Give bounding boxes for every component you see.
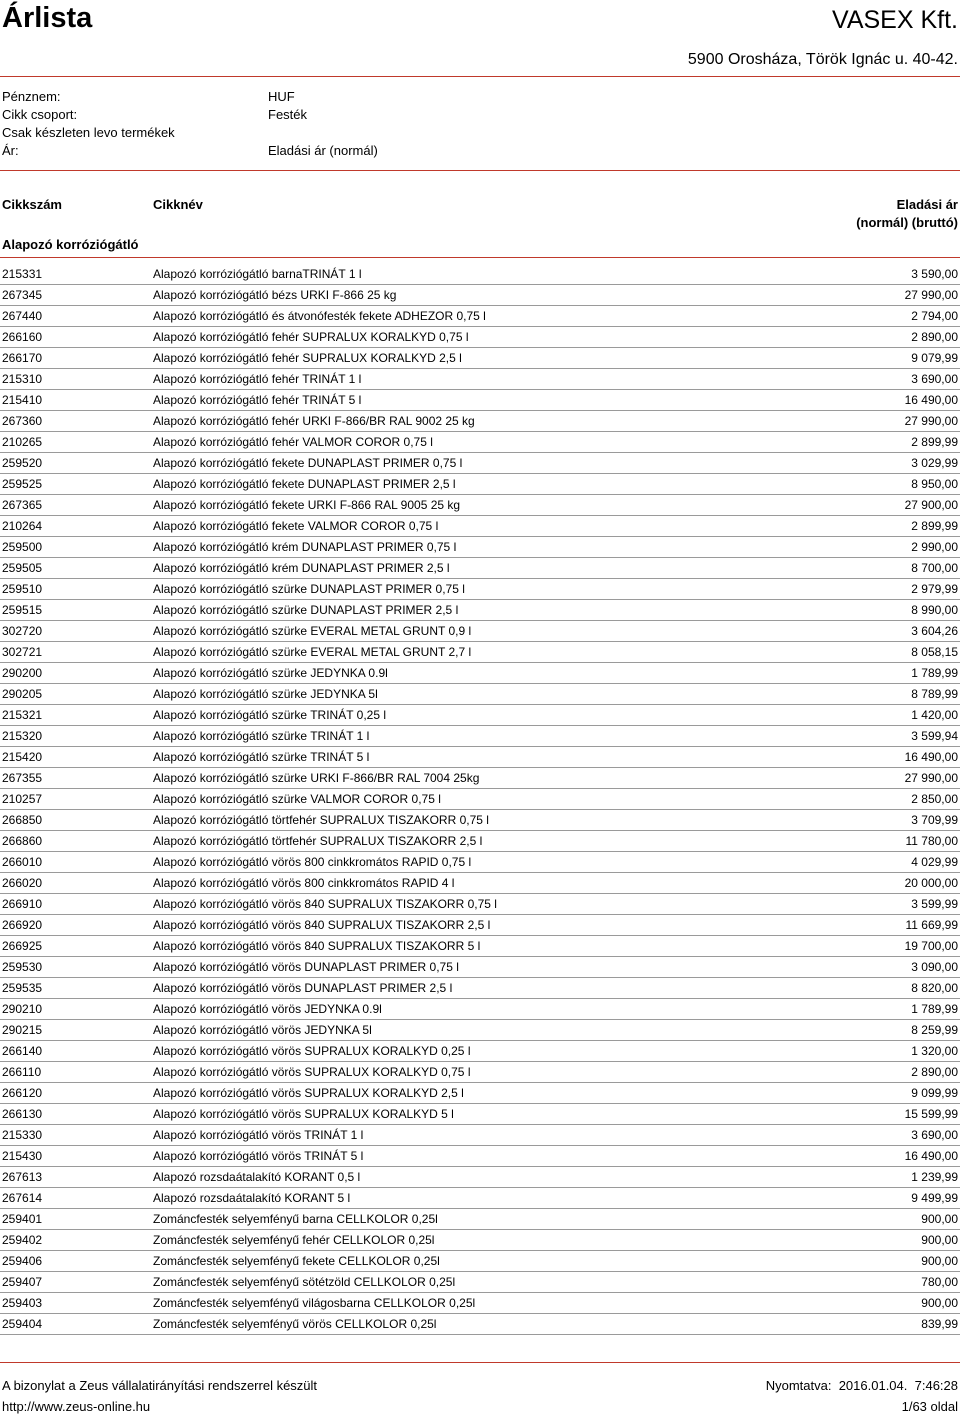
item-price: 27 900,00 xyxy=(904,498,958,512)
item-name: Alapozó korróziógátló szürke TRINÁT 0,25 l xyxy=(153,708,386,722)
item-price: 8 700,00 xyxy=(911,561,958,575)
item-code: 210264 xyxy=(2,519,43,533)
item-code: 215420 xyxy=(2,750,43,764)
item-price: 2 850,00 xyxy=(911,792,958,806)
item-price: 8 950,00 xyxy=(911,477,958,491)
item-code: 302721 xyxy=(2,645,43,659)
table-row xyxy=(0,1146,960,1167)
item-code: 266170 xyxy=(2,351,43,365)
item-name: Alapozó korróziógátló vörös 840 SUPRALUX TISZAKORR 5 l xyxy=(153,939,481,953)
table-row xyxy=(0,1041,960,1062)
header-divider xyxy=(0,76,960,77)
column-header-name: Cikknév xyxy=(153,197,203,212)
table-row xyxy=(0,264,960,285)
param-value: HUF xyxy=(268,89,295,104)
company-address: 5900 Orosháza, Török Ignác u. 40-42. xyxy=(687,51,958,68)
item-code: 215310 xyxy=(2,372,43,386)
item-name: Alapozó korróziógátló szürke URKI F-866/BR RAL 7004 25kg xyxy=(153,771,480,785)
table-row xyxy=(0,474,960,495)
item-code: 266860 xyxy=(2,834,43,848)
item-name: Alapozó korróziógátló szürke JEDYNKA 0.9l xyxy=(153,666,388,680)
item-name: Alapozó korróziógátló szürke TRINÁT 5 l xyxy=(153,750,370,764)
item-name: Alapozó korróziógátló szürke DUNAPLAST PRIMER 2,5 l xyxy=(153,603,459,617)
item-name: Alapozó korróziógátló vörös SUPRALUX KORALKYD 5 l xyxy=(153,1107,454,1121)
table-row xyxy=(0,789,960,810)
table-row xyxy=(0,621,960,642)
table-row xyxy=(0,600,960,621)
item-price: 1 789,99 xyxy=(911,1002,958,1016)
item-price: 8 820,00 xyxy=(911,981,958,995)
item-code: 266925 xyxy=(2,939,43,953)
item-price: 900,00 xyxy=(921,1212,958,1226)
item-code: 215331 xyxy=(2,267,43,281)
footer-note: A bizonylat a Zeus vállalatirányítási rendszerrel készült xyxy=(2,1378,318,1393)
item-name: Alapozó korróziógátló vörös SUPRALUX KORALKYD 2,5 l xyxy=(153,1086,464,1100)
item-name: Alapozó korróziógátló fehér SUPRALUX KORALKYD 0,75 l xyxy=(153,330,469,344)
item-price: 3 590,00 xyxy=(911,267,958,281)
item-price: 19 700,00 xyxy=(904,939,958,953)
table-row xyxy=(0,957,960,978)
item-code: 259404 xyxy=(2,1317,43,1331)
item-price: 27 990,00 xyxy=(904,288,958,302)
table-row xyxy=(0,663,960,684)
item-name: Alapozó korróziógátló fekete URKI F-866 RAL 9005 25 kg xyxy=(153,498,461,512)
item-name: Alapozó korróziógátló törtfehér SUPRALUX TISZAKORR 2,5 l xyxy=(153,834,483,848)
table-row xyxy=(0,432,960,453)
page-title: Árlista xyxy=(2,2,93,34)
item-name: Alapozó korróziógátló fehér TRINÁT 1 l xyxy=(153,372,362,386)
item-price: 8 259,99 xyxy=(911,1023,958,1037)
table-row xyxy=(0,1251,960,1272)
item-price: 9 079,99 xyxy=(911,351,958,365)
group-divider xyxy=(0,257,960,258)
item-price: 2 979,99 xyxy=(911,582,958,596)
print-info xyxy=(766,1378,958,1394)
group-title: Alapozó korróziógátló xyxy=(2,237,139,252)
item-name: Zománcfesték selyemfényű vörös CELLKOLOR 0,25l xyxy=(153,1317,437,1331)
item-price: 2 890,00 xyxy=(911,330,958,344)
print-label: Nyomtatva: xyxy=(765,1378,832,1393)
item-price: 3 029,99 xyxy=(911,456,958,470)
item-price: 16 490,00 xyxy=(904,750,958,764)
column-header-price xyxy=(856,196,958,232)
item-name: Alapozó rozsdaátalakító KORANT 0,5 l xyxy=(153,1170,361,1184)
print-date: 2016.01.04. xyxy=(838,1378,908,1393)
table-row xyxy=(0,852,960,873)
item-price: 3 709,99 xyxy=(911,813,958,827)
item-code: 259402 xyxy=(2,1233,43,1247)
item-code: 215320 xyxy=(2,729,43,743)
table-row xyxy=(0,1083,960,1104)
table-row xyxy=(0,558,960,579)
item-name: Alapozó korróziógátló vörös DUNAPLAST PRIMER 2,5 l xyxy=(153,981,453,995)
item-name: Alapozó korróziógátló vörös 840 SUPRALUX TISZAKORR 0,75 l xyxy=(153,897,497,911)
item-name: Alapozó korróziógátló fehér VALMOR COROR 0,75 l xyxy=(153,435,433,449)
param-value: Festék xyxy=(268,107,308,122)
item-price: 1 789,99 xyxy=(911,666,958,680)
item-code: 259535 xyxy=(2,981,43,995)
table-row xyxy=(0,936,960,957)
item-code: 259401 xyxy=(2,1212,43,1226)
item-price: 2 990,00 xyxy=(911,540,958,554)
item-code: 215430 xyxy=(2,1149,43,1163)
item-name: Alapozó korróziógátló fehér URKI F-866/BR RAL 9002 25 kg xyxy=(153,414,475,428)
item-name: Alapozó korróziógátló krém DUNAPLAST PRIMER 0,75 l xyxy=(153,540,457,554)
item-price: 3 690,00 xyxy=(911,372,958,386)
item-code: 259525 xyxy=(2,477,43,491)
table-row xyxy=(0,1125,960,1146)
item-name: Alapozó korróziógátló szürke VALMOR COROR 0,75 l xyxy=(153,792,441,806)
price-list-rows xyxy=(0,264,960,1335)
item-code: 267440 xyxy=(2,309,43,323)
column-header-price-line1: Eladási ár xyxy=(896,197,958,212)
table-row xyxy=(0,306,960,327)
item-price: 8 990,00 xyxy=(911,603,958,617)
table-row xyxy=(0,1062,960,1083)
item-price: 900,00 xyxy=(921,1296,958,1310)
item-price: 27 990,00 xyxy=(904,414,958,428)
item-code: 210265 xyxy=(2,435,43,449)
column-header-code: Cikkszám xyxy=(2,197,62,212)
item-code: 267614 xyxy=(2,1191,43,1205)
item-code: 266920 xyxy=(2,918,43,932)
item-name: Alapozó korróziógátló vörös JEDYNKA 0.9l xyxy=(153,1002,382,1016)
item-name: Alapozó korróziógátló szürke EVERAL METAL GRUNT 0,9 l xyxy=(153,624,472,638)
table-row xyxy=(0,642,960,663)
params-divider xyxy=(0,170,960,171)
item-price: 27 990,00 xyxy=(904,771,958,785)
item-name: Alapozó korróziógátló vörös TRINÁT 5 l xyxy=(153,1149,364,1163)
param-label: Cikk csoport: xyxy=(2,107,78,122)
table-row xyxy=(0,915,960,936)
table-row xyxy=(0,348,960,369)
item-price: 8 789,99 xyxy=(911,687,958,701)
table-row xyxy=(0,1272,960,1293)
item-price: 3 090,00 xyxy=(911,960,958,974)
item-code: 259500 xyxy=(2,540,43,554)
item-code: 266120 xyxy=(2,1086,43,1100)
item-code: 267355 xyxy=(2,771,43,785)
item-name: Alapozó korróziógátló szürke EVERAL METAL GRUNT 2,7 l xyxy=(153,645,472,659)
item-price: 2 890,00 xyxy=(911,1065,958,1079)
item-code: 259510 xyxy=(2,582,43,596)
table-row xyxy=(0,726,960,747)
item-code: 215321 xyxy=(2,708,43,722)
item-name: Alapozó korróziógátló törtfehér SUPRALUX TISZAKORR 0,75 l xyxy=(153,813,489,827)
table-row xyxy=(0,1314,960,1335)
item-price: 839,99 xyxy=(921,1317,958,1331)
item-name: Zománcfesték selyemfényű világosbarna CELLKOLOR 0,25l xyxy=(153,1296,476,1310)
item-code: 266130 xyxy=(2,1107,43,1121)
item-code: 266110 xyxy=(2,1065,42,1079)
item-price: 2 899,99 xyxy=(911,519,958,533)
table-row xyxy=(0,285,960,306)
item-code: 259515 xyxy=(2,603,43,617)
param-label: Pénznem: xyxy=(2,89,61,104)
table-row xyxy=(0,873,960,894)
item-code: 267360 xyxy=(2,414,43,428)
item-code: 215410 xyxy=(2,393,43,407)
item-price: 1 239,99 xyxy=(911,1170,958,1184)
item-code: 290205 xyxy=(2,687,43,701)
item-name: Alapozó korróziógátló vörös TRINÁT 1 l xyxy=(153,1128,364,1142)
item-name: Alapozó korróziógátló fekete DUNAPLAST PRIMER 2,5 l xyxy=(153,477,456,491)
table-row xyxy=(0,390,960,411)
item-price: 9 099,99 xyxy=(911,1086,958,1100)
table-row xyxy=(0,894,960,915)
table-row xyxy=(0,579,960,600)
item-name: Zománcfesték selyemfényű fehér CELLKOLOR 0,25l xyxy=(153,1233,435,1247)
item-name: Alapozó korróziógátló szürke DUNAPLAST PRIMER 0,75 l xyxy=(153,582,465,596)
param-label: Csak készleten levo termékek xyxy=(2,125,175,140)
item-price: 3 599,94 xyxy=(911,729,958,743)
item-code: 290215 xyxy=(2,1023,43,1037)
item-price: 8 058,15 xyxy=(911,645,958,659)
item-code: 267613 xyxy=(2,1170,43,1184)
table-row xyxy=(0,537,960,558)
table-row xyxy=(0,831,960,852)
param-value: Eladási ár (normál) xyxy=(268,143,378,158)
item-code: 290210 xyxy=(2,1002,43,1016)
item-code: 259505 xyxy=(2,561,43,575)
table-row xyxy=(0,705,960,726)
item-code: 259530 xyxy=(2,960,43,974)
item-name: Zománcfesték selyemfényű fekete CELLKOLOR 0,25l xyxy=(153,1254,440,1268)
item-name: Alapozó korróziógátló vörös DUNAPLAST PRIMER 0,75 l xyxy=(153,960,459,974)
item-name: Alapozó korróziógátló fehér SUPRALUX KORALKYD 2,5 l xyxy=(153,351,462,365)
item-price: 780,00 xyxy=(921,1275,958,1289)
item-price: 2 794,00 xyxy=(911,309,958,323)
print-time: 7:46:28 xyxy=(914,1378,958,1393)
item-name: Alapozó korróziógátló krém DUNAPLAST PRIMER 2,5 l xyxy=(153,561,450,575)
table-row xyxy=(0,1020,960,1041)
item-price: 2 899,99 xyxy=(911,435,958,449)
item-code: 267345 xyxy=(2,288,43,302)
table-row xyxy=(0,1209,960,1230)
item-price: 3 690,00 xyxy=(911,1128,958,1142)
item-code: 266140 xyxy=(2,1044,43,1058)
page-number: 1/63 oldal xyxy=(901,1399,958,1414)
item-price: 15 599,99 xyxy=(904,1107,958,1121)
item-code: 267365 xyxy=(2,498,43,512)
item-name: Alapozó korróziógátló barnaTRINÁT 1 l xyxy=(153,267,362,281)
item-name: Alapozó korróziógátló vörös 840 SUPRALUX TISZAKORR 2,5 l xyxy=(153,918,491,932)
column-header-price-line2: (normál) (bruttó) xyxy=(856,215,958,230)
table-row xyxy=(0,978,960,999)
item-code: 210257 xyxy=(2,792,43,806)
item-price: 20 000,00 xyxy=(904,876,958,890)
item-price: 9 499,99 xyxy=(911,1191,958,1205)
item-code: 266850 xyxy=(2,813,43,827)
item-name: Zománcfesték selyemfényű barna CELLKOLOR 0,25l xyxy=(153,1212,438,1226)
item-price: 900,00 xyxy=(921,1254,958,1268)
item-code: 266010 xyxy=(2,855,43,869)
footer-divider xyxy=(0,1362,960,1363)
item-code: 259406 xyxy=(2,1254,43,1268)
table-row xyxy=(0,810,960,831)
item-name: Alapozó korróziógátló bézs URKI F-866 25 kg xyxy=(153,288,397,302)
item-name: Alapozó rozsdaátalakító KORANT 5 l xyxy=(153,1191,351,1205)
item-price: 1 320,00 xyxy=(911,1044,958,1058)
item-price: 3 599,99 xyxy=(911,897,958,911)
table-row xyxy=(0,495,960,516)
item-code: 266910 xyxy=(2,897,43,911)
table-row xyxy=(0,327,960,348)
table-row xyxy=(0,747,960,768)
item-price: 900,00 xyxy=(921,1233,958,1247)
item-price: 3 604,26 xyxy=(911,624,958,638)
table-row xyxy=(0,1230,960,1251)
item-name: Alapozó korróziógátló szürke TRINÁT 1 l xyxy=(153,729,370,743)
item-code: 266020 xyxy=(2,876,43,890)
item-price: 16 490,00 xyxy=(904,393,958,407)
table-row xyxy=(0,1167,960,1188)
table-row xyxy=(0,1104,960,1125)
item-code: 259407 xyxy=(2,1275,43,1289)
item-code: 215330 xyxy=(2,1128,43,1142)
table-row xyxy=(0,411,960,432)
item-price: 4 029,99 xyxy=(911,855,958,869)
item-code: 259520 xyxy=(2,456,43,470)
item-name: Alapozó korróziógátló és átvonófesték fekete ADHEZOR 0,75 l xyxy=(153,309,486,323)
table-row xyxy=(0,768,960,789)
table-row xyxy=(0,684,960,705)
company-name: VASEX Kft. xyxy=(832,6,958,34)
item-name: Alapozó korróziógátló vörös SUPRALUX KORALKYD 0,25 l xyxy=(153,1044,471,1058)
table-row xyxy=(0,453,960,474)
table-row xyxy=(0,1293,960,1314)
item-name: Alapozó korróziógátló vörös JEDYNKA 5l xyxy=(153,1023,372,1037)
item-price: 11 780,00 xyxy=(905,834,958,848)
item-name: Zománcfesték selyemfényű sötétzöld CELLKOLOR 0,25l xyxy=(153,1275,456,1289)
item-name: Alapozó korróziógátló vörös SUPRALUX KORALKYD 0,75 l xyxy=(153,1065,471,1079)
item-code: 266160 xyxy=(2,330,43,344)
table-row xyxy=(0,999,960,1020)
zeus-website-link[interactable]: http://www.zeus-online.hu xyxy=(2,1399,151,1414)
item-code: 302720 xyxy=(2,624,43,638)
item-price: 11 669,99 xyxy=(905,918,958,932)
item-name: Alapozó korróziógátló vörös 800 cinkkromátos RAPID 4 l xyxy=(153,876,455,890)
table-row xyxy=(0,1188,960,1209)
item-name: Alapozó korróziógátló fekete VALMOR COROR 0,75 l xyxy=(153,519,439,533)
item-name: Alapozó korróziógátló fekete DUNAPLAST PRIMER 0,75 l xyxy=(153,456,463,470)
item-price: 1 420,00 xyxy=(911,708,958,722)
table-row xyxy=(0,516,960,537)
item-code: 290200 xyxy=(2,666,43,680)
item-code: 259403 xyxy=(2,1296,43,1310)
item-name: Alapozó korróziógátló vörös 800 cinkkromátos RAPID 0,75 l xyxy=(153,855,472,869)
item-name: Alapozó korróziógátló szürke JEDYNKA 5l xyxy=(153,687,378,701)
param-label: Ár: xyxy=(2,143,19,158)
item-name: Alapozó korróziógátló fehér TRINÁT 5 l xyxy=(153,393,362,407)
table-row xyxy=(0,369,960,390)
item-price: 16 490,00 xyxy=(904,1149,958,1163)
